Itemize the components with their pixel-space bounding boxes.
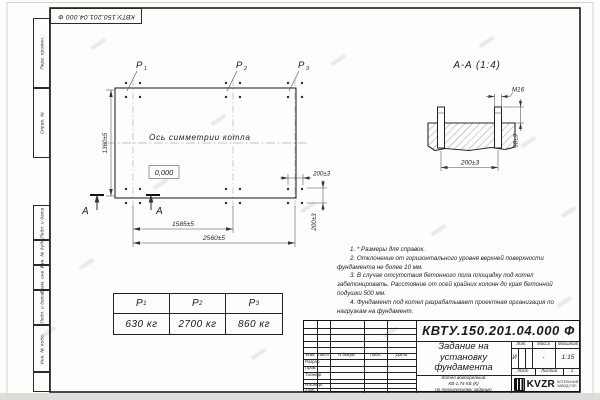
svg-text:1360±5: 1360±5 — [102, 132, 109, 154]
section-view — [428, 60, 525, 171]
section-cut-marks — [81, 194, 163, 217]
side-cell-podp-data-2: Подп. и дата — [33, 290, 50, 325]
section-title: А-А (1:4) — [453, 60, 501, 71]
svg-text:50±3: 50±3 — [512, 134, 520, 148]
svg-text:А: А — [82, 206, 90, 217]
svg-text:0,000: 0,000 — [154, 168, 174, 177]
load-table-header: P 2 — [170, 294, 226, 314]
note-4: 4. Фундамент под котел разрабатывает проектная организация по нагрузкам на фундамент. — [337, 298, 554, 315]
sheets-value: 1 — [570, 367, 574, 374]
load-table-header: P 3 — [226, 294, 282, 314]
load-table — [113, 293, 283, 335]
dim-bolt-vertical — [307, 180, 327, 232]
col-list: Лист — [317, 352, 330, 358]
side-cell-inv-podl: Инв. № подл. — [33, 325, 50, 372]
side-cell-vzam-inv: Взам. инв. № — [33, 265, 50, 290]
side-cell-inv-dubl: Инв. № дубл. — [33, 240, 50, 265]
lit-label: Лит. — [516, 341, 527, 347]
col-ndokum: N докум. — [338, 352, 356, 358]
sheet-label: Лист — [517, 368, 529, 374]
side-cell-podp-data-1: Подп. и дата — [33, 205, 50, 240]
note-1: 1. * Размеры для справок. — [350, 246, 426, 253]
designation-rotated: КВТУ.150.201.04.000 Ф — [57, 12, 135, 20]
side-cell-sprav-no: Справ. № — [33, 88, 50, 158]
col-podp: Подп. — [369, 352, 382, 358]
p3-label: P $_3$ — [298, 60, 309, 72]
p1-label: P $_1$ — [136, 60, 147, 72]
load-value-p2: 2700 кг — [170, 314, 226, 334]
col-data: Дата — [395, 352, 408, 358]
thread-callout — [486, 87, 525, 108]
svg-text:200±3: 200±3 — [311, 213, 318, 231]
side-cell-perv-primen: Перв. примен. — [33, 18, 50, 88]
side-cell-empty — [33, 372, 50, 392]
col-izm: Изм. — [305, 352, 316, 358]
plan-view — [81, 60, 331, 247]
load-labels — [127, 60, 310, 91]
boiler-logo-icon — [514, 378, 525, 391]
mass-label: Масса — [537, 341, 550, 347]
title-block — [303, 320, 580, 392]
svg-text:М16: М16 — [512, 86, 525, 94]
svg-text:1585±5: 1585±5 — [172, 221, 194, 228]
scale-label: Масштаб — [557, 341, 579, 347]
mass-value: - — [542, 354, 545, 361]
scale-value: 1:15 — [561, 354, 575, 362]
svg-text:А: А — [156, 206, 164, 217]
svg-text:200±3: 200±3 — [313, 170, 331, 178]
sheets-label: Листов — [541, 368, 557, 374]
role-utv: Утв. — [305, 387, 315, 393]
company-logo — [511, 375, 581, 393]
load-table-header: P 1 — [114, 294, 170, 314]
level-mark — [149, 166, 179, 179]
role-tkontr: Т.контр. — [305, 371, 323, 377]
page-edge — [0, 393, 600, 400]
load-value-p1: 630 кг — [114, 314, 170, 334]
technical-notes — [337, 246, 563, 316]
document-title: Задание на установку фундамента — [434, 340, 493, 374]
note-3: 3. В случае отсутствия бетонного пола площадку под котел забетонировать. Расстояние от осей крайних колонн до края бетонной подушки 500 мм. — [337, 272, 553, 297]
title-block-designation: КВТУ.150.201.04.000 Ф — [422, 322, 575, 338]
rotated-designation-stamp — [50, 8, 142, 24]
note-2: 2. Отклонение от горизонтального уровня верхней поверхности фундамента не более 10 мм. — [337, 254, 544, 271]
load-value-p3: 860 кг — [237, 318, 271, 330]
logo-subtext: КОТЕЛЬНЫЙ ЗАВОД РЭП — [557, 380, 579, 388]
logo-text: KVZR — [526, 378, 556, 390]
svg-text:2560±5: 2560±5 — [203, 235, 225, 242]
role-prov: Пров. — [305, 365, 317, 371]
p2-label: P $_2$ — [236, 60, 247, 72]
role-nkontr: Н.контр. — [305, 382, 324, 388]
document-subtitle: Котел водогрейный КВ-1,74 КБ (К) по техническому заданию — [435, 375, 492, 392]
role-razrab: Разраб. — [305, 358, 321, 364]
lit-value: И — [512, 354, 517, 361]
dim-section-spacing — [441, 150, 498, 171]
svg-text:200±3: 200±3 — [460, 159, 480, 167]
boiler-axis-label: Ось симметрии котла — [149, 133, 251, 142]
